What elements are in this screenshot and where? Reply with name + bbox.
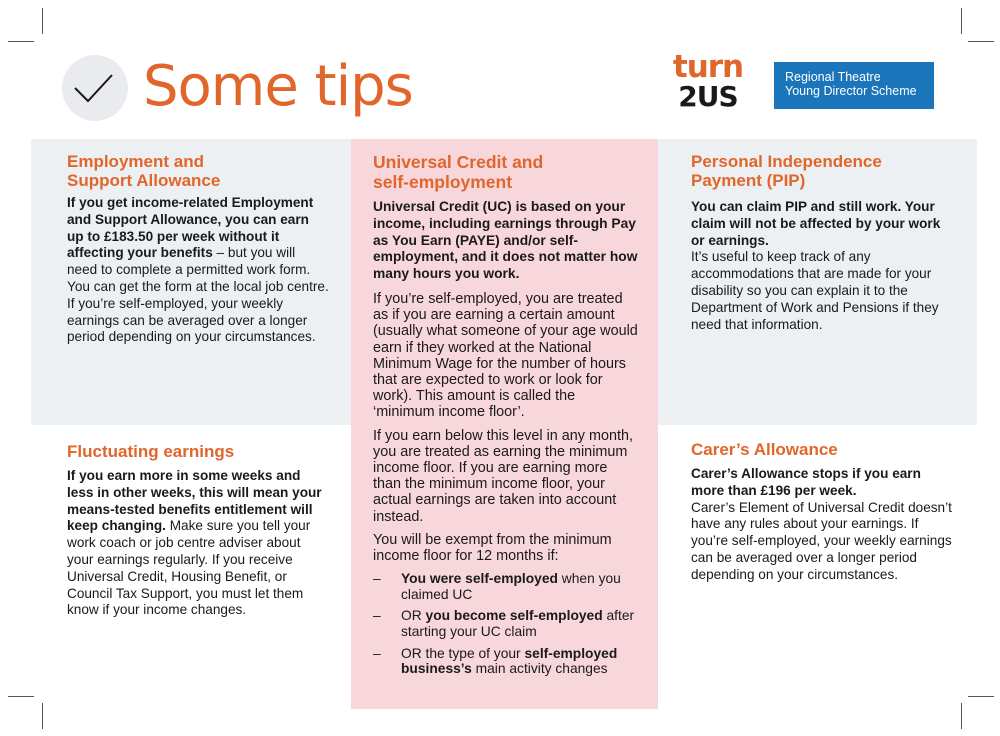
fluct-text: Make sure you tell your work coach or job centre adviser about your earnings regularly. If you receive Universal Credit, Housing Benefit, or Council Tax Support, you must let them know if your income changes. (67, 518, 311, 618)
esa-heading: Employment and Support Allowance (67, 152, 221, 190)
turn2us-logo-line1: turn (672, 49, 744, 85)
carer-bold: Carer’s Allowance stops if you earn more than £196 per week. (691, 466, 921, 498)
uc-list-item: – You were self-employed when you claimed UC (373, 571, 621, 602)
regional-theatre-logo (774, 62, 934, 109)
uc-heading: Universal Credit and self-employment (373, 152, 544, 192)
crop-mark (8, 41, 34, 42)
rt-logo-line1: Regional Theatre (785, 70, 881, 84)
crop-mark (42, 703, 43, 729)
rt-logo-line2: Young Director Scheme (785, 84, 917, 98)
uc-paragraph-3: You will be exempt from the minimum income floor for 12 months if: (373, 531, 612, 565)
carer-body (691, 466, 953, 584)
uc-body (373, 199, 638, 683)
esa-bold: If you get income-related Employment and Support Allowance, you can earn up to £183.50 per week without it affecting your benefits (67, 195, 314, 261)
turn2us-logo-line2: 2US (678, 80, 738, 113)
fluct-body (67, 468, 329, 619)
checkmark-icon (62, 55, 128, 121)
uc-list-item: – OR the type of your self-employed business’s main activity changes (373, 645, 618, 677)
uc-list-item: – OR you become self-employed after starting your UC claim (373, 608, 635, 640)
pip-body (691, 199, 953, 333)
dash-bullet: – (373, 571, 381, 587)
crop-mark (968, 41, 994, 42)
pip-text: It’s useful to keep track of any accommodations that are made for your disability so you can explain it to the Department of Work and Pensions if they need that information. (691, 249, 939, 332)
carer-heading: Carer’s Allowance (691, 440, 838, 459)
uc-paragraph-2: If you earn below this level in any month, you are treated as earning the minimum income floor. If you are earning more than the minimum income floor, your actual earnings are taken into account instead. (373, 427, 633, 525)
dash-bullet: – (373, 645, 381, 661)
carer-text: Carer’s Element of Universal Credit doesn’t have any rules about your earnings. If you’re self-employed, your weekly earnings can be averaged over a longer period depending on your circumstances. (691, 499, 952, 582)
crop-mark (42, 8, 43, 34)
crop-mark (961, 703, 962, 729)
crop-mark (8, 696, 34, 697)
fluct-bold: If you earn more in some weeks and less in other weeks, this will mean your means-tested benefits entitlement will keep changing. (67, 468, 322, 534)
pip-heading: Personal Independence Payment (PIP) (691, 152, 882, 190)
uc-paragraph-1: If you’re self-employed, you are treated as if you are earning a certain amount (usually what someone of your age would earn if they worked at the National Minimum Wage for the number of hours that are expected to work or look for work). This amount is called the ‘minimum income floor’. (373, 290, 638, 421)
pip-bold: You can claim PIP and still work. Your claim will not be affected by your work or earnings. (691, 199, 941, 248)
page-title: Some tips (143, 54, 413, 119)
crop-mark (968, 696, 994, 697)
crop-mark (961, 8, 962, 34)
fluct-heading: Fluctuating earnings (67, 442, 235, 461)
esa-body (67, 195, 329, 346)
dash-bullet: – (373, 608, 381, 624)
esa-text: – but you will need to complete a permitted work form. You can get the form at the local job centre. If you’re self-employed, your weekly earnings can be averaged over a longer period depending on your circumstances. (67, 245, 329, 345)
uc-bold: Universal Credit (UC) is based on your income, including earnings through Pay as You Earn (PAYE) and/or self-employment, and it does not matter how many hours you work. (373, 199, 638, 282)
